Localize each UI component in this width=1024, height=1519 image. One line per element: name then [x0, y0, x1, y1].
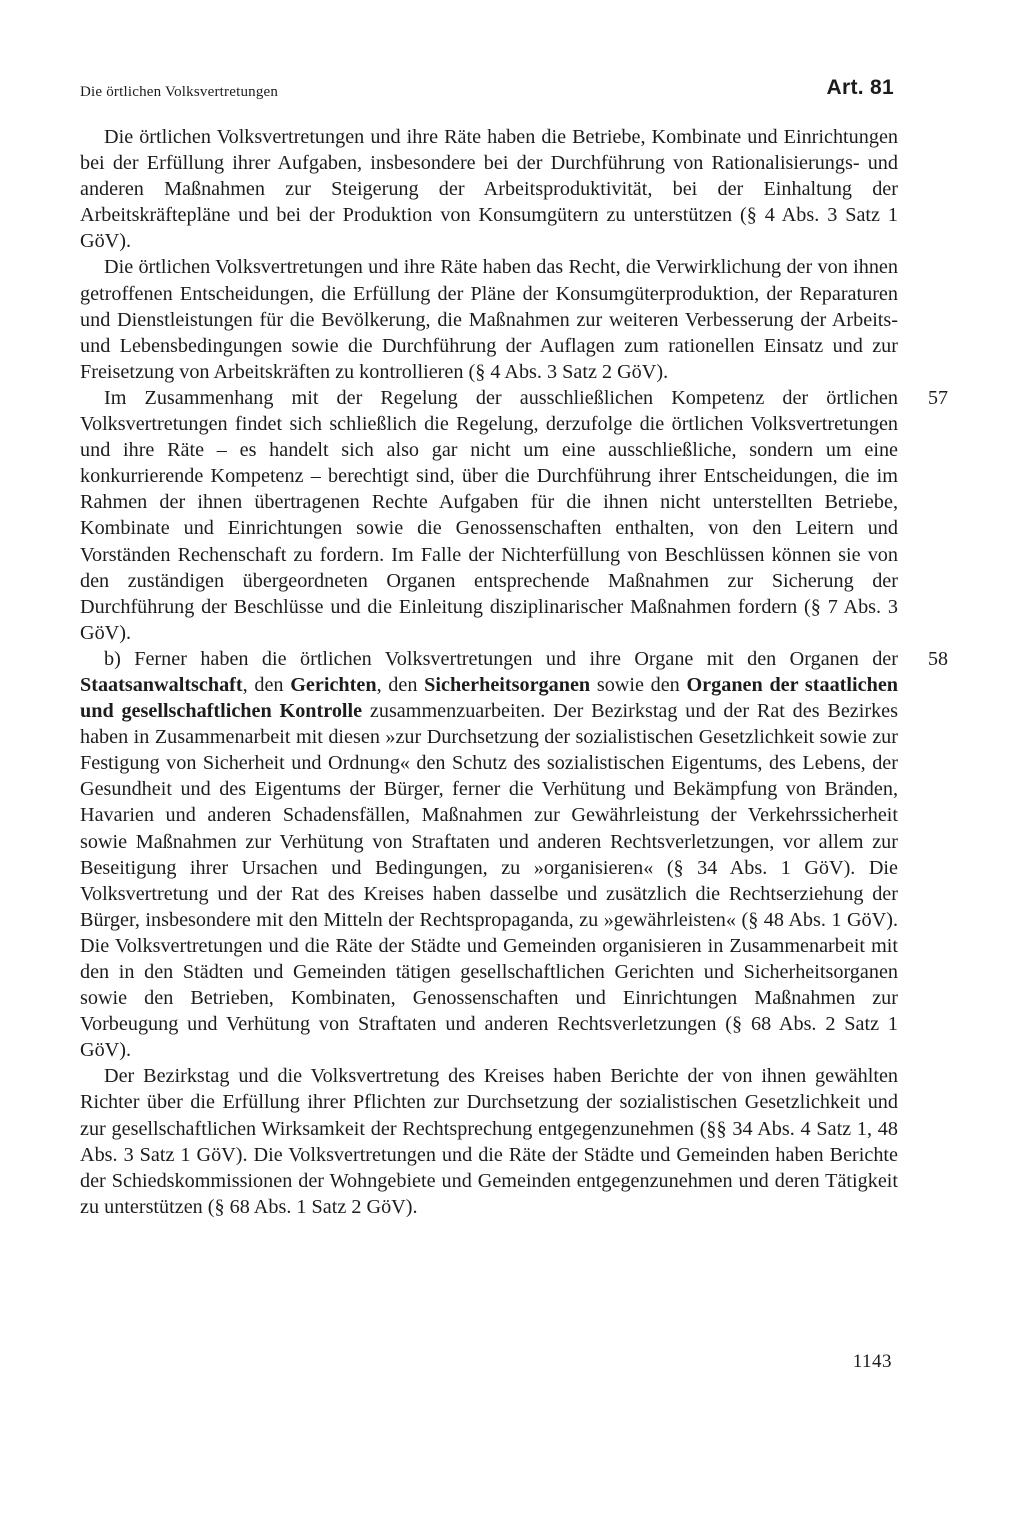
- paragraph: [80, 385, 948, 646]
- text-segment: b) Ferner haben die örtlichen Volksvertretungen und ihre Organe mit den Organen der: [104, 647, 898, 670]
- text-segment: zusammenzuarbeiten. Der Bezirkstag und der Rat des Bezirkes haben in Zusammenarbeit mit diesen »zur Durchsetzung der sozialistischen Gesetzlichkeit sowie zur Festigung von Sicherheit und Ordnung« den Schutz des sozialistischen Eigentums, des Lebens, der Gesundheit und des Eigentums der Bürger, ferner die Verhütung und Bekämpfung von Bränden, Havarien und anderen Schadensfällen, Maßnahmen zur Gewährleistung der Verkehrssicherheit sowie Maßnahmen zur Verhütung von Straftaten und anderen Rechtsverletzungen, vor allem zur Beseitigung ihrer Ursachen und Bedingungen, zu »organisieren« (§ 34 Abs. 1 GöV). Die Volksvertretung und der Rat des Kreises haben dasselbe und zusätzlich die Rechtserziehung der Bürger, insbesondere mit den Mitteln der Rechtspropaganda, zu »gewährleisten« (§ 48 Abs. 1 GöV). Die Volksvertretungen und die Räte der Städte und Gemeinden organisieren in Zusammenarbeit mit den in den Städten und Gemeinden tätigen gesellschaftlichen Gerichten und Sicherheitsorganen sowie den Betrieben, Kombinaten, Genossenschaften und Einrichtungen Maßnahmen zur Vorbeugung und Verhütung von Straftaten und anderen Rechtsverletzungen (§ 68 Abs. 2 Satz 1 GöV).: [80, 700, 898, 1062]
- article-label: Art. 81: [826, 76, 894, 99]
- body-text: [80, 124, 948, 1220]
- page-number: 1143: [852, 1351, 892, 1372]
- bold-term: Organen der staatlichen und gesellschaftlichen Kontrolle: [80, 673, 899, 723]
- text-segment: Im Zusammenhang mit der Regelung der ausschließlichen Kompetenz der örtlichen Volksvertretungen findet sich schließlich die Regelung, derzufolge die örtlichen Volksvertretungen und ihre Räte – es handelt sich also gar nicht um eine ausschließliche, sondern um eine konkurrierende Kompetenz – berechtigt sind, über die Durchführung ihrer Entscheidungen, die im Rahmen der ihnen übertragenen Rechte Aufgaben für die ihnen nicht unterstellten Betriebe, Kombinate und Einrichtungen sowie die Genossenschaften enthalten, von den Leitern und Vorständen Rechenschaft zu fordern. Im Falle der Nichterfüllung von Beschlüssen können sie von den zuständigen übergeordneten Organen entsprechende Maßnahmen zur Sicherung der Durchführung der Beschlüsse und die Einleitung disziplinarischer Maßnahmen fordern (§ 7 Abs. 3 GöV).: [80, 386, 898, 644]
- text-segment: , den: [242, 673, 291, 696]
- text-segment: sowie den: [590, 673, 687, 696]
- paragraph: [80, 646, 948, 1064]
- paragraph: [80, 254, 898, 384]
- text-segment: Die örtlichen Volksvertretungen und ihre Räte haben die Betriebe, Kombinate und Einrichtungen bei der Erfüllung ihrer Aufgaben, insbesondere bei der Durchführung von Rationalisierungs- und anderen Maßnahmen zur Steigerung der Arbeitsproduktivität, bei der Einhaltung der Arbeitskräftepläne und bei der Produktion von Konsumgütern zu unterstützen (§ 4 Abs. 3 Satz 1 GöV).: [80, 126, 898, 253]
- paragraph: [80, 124, 898, 254]
- bold-term: Gerichten: [290, 673, 377, 696]
- text-segment: Die örtlichen Volksvertretungen und ihre Räte haben das Recht, die Verwirklichung der von ihnen getroffenen Entscheidungen, die Erfüllung der Pläne der Konsumgüterproduktion, der Reparaturen und Dienstleistungen für die Bevölkerung, die Maßnahmen zur weiteren Verbesserung der Arbeits- und Lebensbedingungen sowie die Durchführung der Auflagen zum rationellen Einsatz und zur Freisetzung von Arbeitskräften zu kontrollieren (§ 4 Abs. 3 Satz 2 GöV).: [80, 256, 898, 383]
- margin-number: 57: [928, 386, 948, 409]
- paragraph: [80, 1063, 898, 1220]
- bold-term: Staatsanwaltschaft: [80, 673, 243, 696]
- bold-term: Sicherheitsorganen: [424, 673, 591, 696]
- running-title: Die örtlichen Volksvertretungen: [80, 84, 279, 100]
- text-segment: , den: [376, 673, 425, 696]
- margin-number: 58: [928, 647, 948, 670]
- text-segment: Der Bezirkstag und die Volksvertretung des Kreises haben Berichte der von ihnen gewählten Richter über die Erfüllung ihrer Pflichten zur Durchsetzung der sozialistischen Gesetzlichkeit und zur gesellschaftlichen Wirksamkeit der Rechtsprechung entgegenzunehmen (§§ 34 Abs. 4 Satz 1, 48 Abs. 3 Satz 1 GöV). Die Volksvertretungen und die Räte der Städte und Gemeinden haben Berichte der Schiedskommissionen der Wohngebiete und Gemeinden entgegenzunehmen und deren Tätigkeit zu unterstützen (§ 68 Abs. 1 Satz 2 GöV).: [80, 1065, 898, 1218]
